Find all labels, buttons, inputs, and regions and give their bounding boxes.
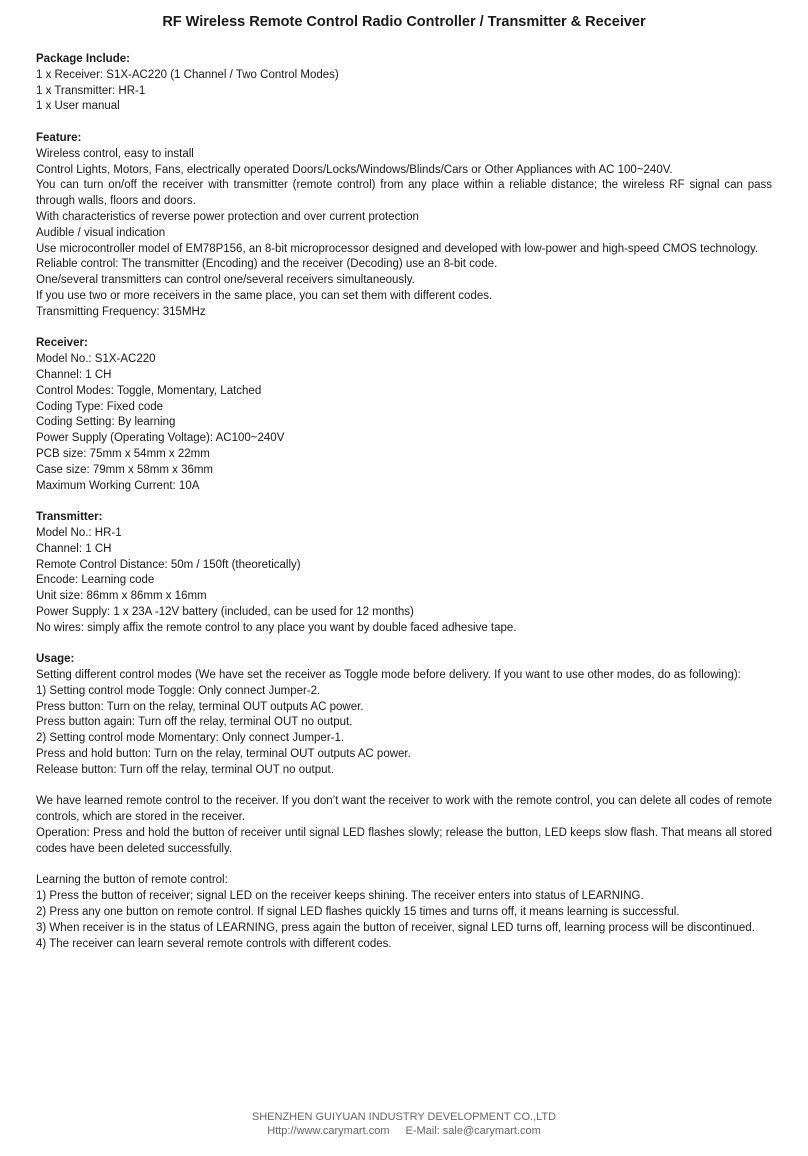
section-heading: Usage: bbox=[36, 653, 75, 666]
text-line: With characteristics of reverse power protection and over current protection bbox=[36, 210, 419, 223]
footer-contact bbox=[0, 1124, 808, 1138]
text-line: Maximum Working Current: 10A bbox=[36, 479, 200, 492]
text-line: Release button: Turn off the relay, terminal OUT no output. bbox=[36, 763, 334, 776]
text-line: 1) Setting control mode Toggle: Only connect Jumper-2. bbox=[36, 684, 321, 697]
text-line: 2) Press any one button on remote control. If signal LED flashes quickly 15 times and turns off, it means learning is successful. bbox=[36, 906, 680, 919]
text-line: Channel: 1 CH bbox=[36, 542, 112, 555]
page-footer bbox=[0, 1110, 808, 1138]
text-line: 4) The receiver can learn several remote controls with different codes. bbox=[36, 937, 392, 950]
text-line: Power Supply: 1 x 23A -12V battery (included, can be used for 12 months) bbox=[36, 605, 414, 618]
footer-email-link[interactable]: E-Mail: sale@carymart.com bbox=[405, 1125, 541, 1137]
section-heading: Package Include: bbox=[36, 53, 130, 65]
text-line: Wireless control, easy to install bbox=[36, 147, 194, 160]
text-line: Control Modes: Toggle, Momentary, Latched bbox=[36, 384, 262, 397]
document-title: RF Wireless Remote Control Radio Controller / Transmitter & Receiver bbox=[162, 14, 646, 30]
text-line: 1 x Transmitter: HR-1 bbox=[36, 84, 146, 97]
text-line: Use microcontroller model of EM78P156, an 8-bit microprocessor designed and developed with low-power and high-speed CMOS technology. bbox=[36, 242, 759, 255]
text-line: 1 x Receiver: S1X-AC220 (1 Channel / Two Control Modes) bbox=[36, 68, 339, 81]
text-line: Transmitting Frequency: 315MHz bbox=[36, 305, 206, 318]
text-line: Encode: Learning code bbox=[36, 574, 155, 587]
text-line: Model No.: S1X-AC220 bbox=[36, 353, 156, 366]
section-heading: Receiver: bbox=[36, 337, 88, 350]
text-line: Press button again: Turn off the relay, terminal OUT no output. bbox=[36, 716, 353, 729]
footer-website-link[interactable]: Http://www.carymart.com bbox=[267, 1125, 390, 1137]
text-line: Reliable control: The transmitter (Encoding) and the receiver (Decoding) use an 8-bit code. bbox=[36, 258, 498, 271]
text-line: Learning the button of remote control: bbox=[36, 874, 228, 887]
text-line: PCB size: 75mm x 54mm x 22mm bbox=[36, 447, 210, 460]
text-line: Channel: 1 CH bbox=[36, 368, 112, 381]
text-line: Power Supply (Operating Voltage): AC100~240V bbox=[36, 432, 285, 445]
text-line: 3) When receiver is in the status of LEARNING, press again the button of receiver, signal LED turns off, learning process will be discontinued. bbox=[36, 921, 755, 934]
text-line: Press and hold button: Turn on the relay, terminal OUT outputs AC power. bbox=[36, 748, 411, 761]
section-learning bbox=[36, 873, 772, 952]
section-receiver bbox=[36, 336, 772, 494]
section-heading: Feature: bbox=[36, 131, 82, 144]
text-line: If you use two or more receivers in the same place, you can set them with different codes. bbox=[36, 289, 493, 302]
text-line: No wires: simply affix the remote control to any place you want by double faced adhesive tape. bbox=[36, 621, 517, 634]
text-line: Model No.: HR-1 bbox=[36, 526, 122, 539]
text-line: Case size: 79mm x 58mm x 36mm bbox=[36, 463, 214, 476]
text-line: Control Lights, Motors, Fans, electrically operated Doors/Locks/Windows/Blinds/Cars or Other Appliances with AC 100~240V. bbox=[36, 163, 673, 176]
text-line: Audible / visual indication bbox=[36, 226, 166, 239]
text-line: 1) Press the button of receiver; signal LED on the receiver keeps shining. The receiver enters into status of LEARNING. bbox=[36, 890, 644, 903]
text-line: Coding Setting: By learning bbox=[36, 416, 176, 429]
footer-company: SHENZHEN GUIYUAN INDUSTRY DEVELOPMENT CO.,LTD bbox=[251, 1111, 557, 1123]
section-heading: Transmitter: bbox=[36, 511, 103, 524]
section-transmitter bbox=[36, 510, 772, 636]
section-delete-codes bbox=[36, 794, 772, 857]
section-usage bbox=[36, 652, 772, 778]
text-line: You can turn on/off the receiver with transmitter (remote control) from any place within a reliable distance; the wireless RF signal can pass through walls, floors and doors. bbox=[36, 179, 772, 208]
text-line: Remote Control Distance: 50m / 150ft (theoretically) bbox=[36, 558, 301, 571]
document-body bbox=[36, 52, 772, 968]
section-package bbox=[36, 52, 772, 115]
text-line: Press button: Turn on the relay, terminal OUT outputs AC power. bbox=[36, 700, 364, 713]
text-line: Coding Type: Fixed code bbox=[36, 400, 164, 413]
text-line: Unit size: 86mm x 86mm x 16mm bbox=[36, 590, 207, 603]
text-line: 2) Setting control mode Momentary: Only connect Jumper-1. bbox=[36, 732, 345, 745]
text-line: One/several transmitters can control one/several receivers simultaneously. bbox=[36, 274, 415, 287]
text-line: 1 x User manual bbox=[36, 100, 120, 113]
text-line: Setting different control modes (We have set the receiver as Toggle mode before delivery. If you want to use other modes, do as following): bbox=[36, 669, 741, 682]
text-line: We have learned remote control to the receiver. If you don’t want the receiver to work with the remote control, you can delete all codes of remote controls, which are stored in the receiver. bbox=[36, 795, 772, 824]
text-line: Operation: Press and hold the button of receiver until signal LED flashes slowly; release the button, LED keeps slow flash. That means all stored codes have been deleted successfully. bbox=[36, 827, 772, 855]
section-feature bbox=[36, 131, 772, 321]
